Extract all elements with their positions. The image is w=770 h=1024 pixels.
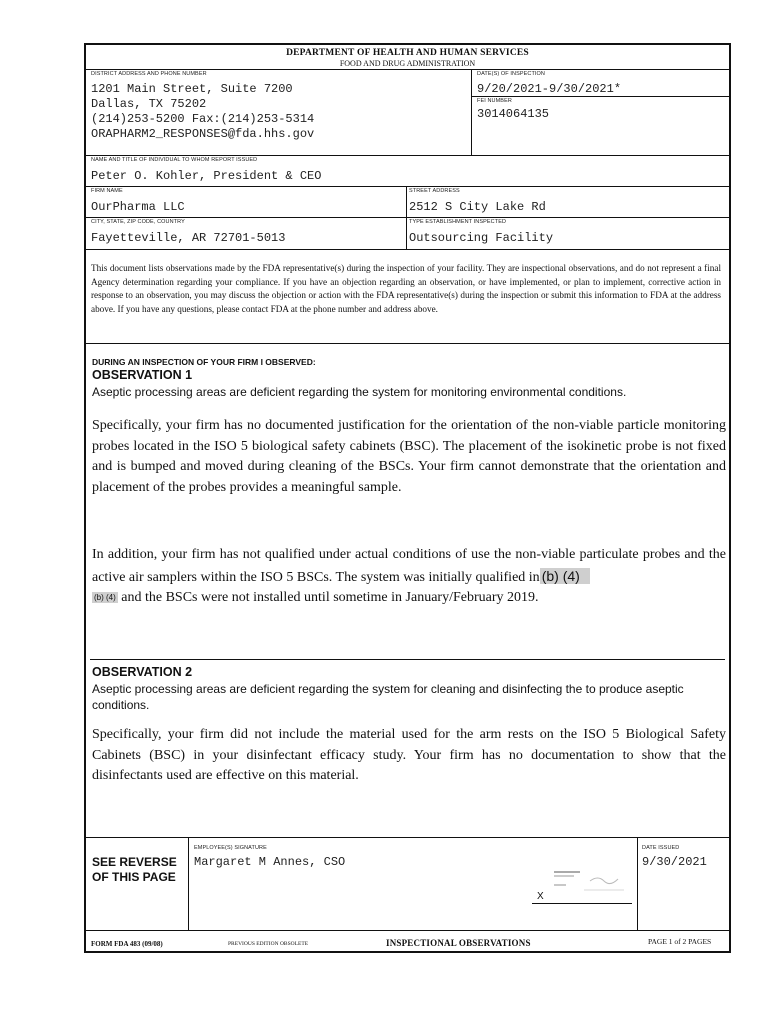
divider — [90, 659, 725, 660]
employee-name: Margaret M Annes, CSO — [194, 855, 346, 869]
fda-483-form — [84, 43, 731, 953]
city-label: CITY, STATE, ZIP CODE, COUNTRY — [91, 219, 185, 225]
divider — [86, 343, 729, 344]
divider — [86, 249, 729, 250]
divider — [86, 217, 729, 218]
digital-signature-stamp — [534, 867, 630, 899]
city-value: Fayetteville, AR 72701-5013 — [91, 231, 286, 245]
agency-heading: FOOD AND DRUG ADMINISTRATION — [339, 59, 476, 68]
divider — [471, 69, 472, 155]
inspection-dates-label: DATE(S) OF INSPECTION — [477, 71, 546, 77]
fei-label: FEI NUMBER — [477, 98, 512, 104]
firm-value: OurPharma LLC — [91, 200, 185, 214]
observation-1-paragraph: Specifically, your firm has no documented justification for the orientation of the non-viable particle monitoring probes located in the ISO 5 biological safety cabinets (BSC). The placement of the isokinetic probe is not fixed and is bumped and moved during cleaning of the BSCs. Your firm cannot demonstrate that the orientation and placement of the probes provides a meaningful sample. — [92, 418, 726, 495]
district-address-line: Dallas, TX 75202 — [91, 97, 207, 111]
observed-heading: DURING AN INSPECTION OF YOUR FIRM I OBSERVED: — [92, 357, 316, 367]
district-email: ORAPHARM2_RESPONSES@fda.hhs.gov — [91, 127, 315, 141]
recipient-value: Peter O. Kohler, President & CEO — [91, 169, 322, 183]
observation-1-summary: Aseptic processing areas are deficient regarding the system for monitoring environmental conditions. — [92, 385, 627, 399]
employee-signature-label: EMPLOYEE(S) SIGNATURE — [194, 845, 267, 851]
page-number: PAGE 1 of 2 PAGES — [648, 937, 712, 946]
observation-1-paragraph-2 — [92, 545, 726, 609]
divider — [86, 69, 729, 70]
divider — [86, 186, 729, 187]
divider — [188, 837, 189, 930]
divider — [637, 837, 638, 930]
street-value: 2512 S City Lake Rd — [409, 200, 546, 214]
fei-value: 3014064135 — [477, 107, 550, 121]
district-label: DISTRICT ADDRESS AND PHONE NUMBER — [91, 71, 207, 77]
redaction-box: (b) (4) — [540, 568, 590, 584]
observation-2-summary: Aseptic processing areas are deficient regarding the system for cleaning and disinfecting the to produce aseptic conditions. — [92, 682, 684, 712]
divider — [86, 930, 729, 931]
street-label: STREET ADDRESS — [409, 188, 460, 194]
form-title: INSPECTIONAL OBSERVATIONS — [386, 938, 531, 948]
signature-x-mark: X — [537, 891, 544, 902]
district-phone: (214)253-5200 Fax:(214)253-5314 — [91, 112, 315, 126]
inspection-notice: This document lists observations made by the FDA representative(s) during the inspection of your facility. They are inspectional observations, and do not represent a final Agency determination regarding your compliance. If you have an objection regarding an observation, or have implemented, or plan to implement, corrective action in response to an observation, you may discuss the objection or action with the FDA representative(s) during the inspection or submit this information to FDA at the address above. If you have any questions, please contact FDA at the phone number and address above. — [91, 263, 721, 314]
divider — [86, 155, 729, 156]
department-heading: DEPARTMENT OF HEALTH AND HUMAN SERVICES — [286, 48, 529, 58]
previous-edition-note: PREVIOUS EDITION OBSOLETE — [228, 941, 309, 947]
divider — [471, 96, 729, 97]
observation-1-text: In addition, your firm has not qualified under actual conditions of use the non-viable particulate probes and the active air samplers within the ISO 5 BSCs. The system was initially qualified in — [92, 547, 726, 585]
date-issued-value: 9/30/2021 — [642, 855, 707, 869]
recipient-label: NAME AND TITLE OF INDIVIDUAL TO WHOM REPORT ISSUED — [91, 157, 258, 163]
form-number: FORM FDA 483 (09/08) — [91, 940, 163, 948]
observation-2-paragraph: Specifically, your firm did not include the material used for the arm rests on the ISO 5 Biological Safety Cabinets (BSC) in your disinfectant efficacy study. Your firm has no documentation to show that the disinfectants used are effective on this material. — [92, 727, 726, 783]
establishment-value: Outsourcing Facility — [409, 231, 554, 245]
district-address-line: 1201 Main Street, Suite 7200 — [91, 82, 293, 96]
signature-line — [532, 903, 632, 904]
divider — [86, 837, 729, 838]
establishment-label: TYPE ESTABLISHMENT INSPECTED — [409, 219, 507, 225]
observation-1-title: OBSERVATION 1 — [92, 368, 193, 382]
see-reverse-note: SEE REVERSE OF THIS PAGE — [92, 855, 177, 884]
inspection-dates-value: 9/20/2021-9/30/2021* — [477, 82, 622, 96]
redaction-box: (b) (4) — [94, 593, 116, 602]
date-issued-label: DATE ISSUED — [642, 845, 680, 851]
observation-1-text: and the BSCs were not installed until sometime in January/February 2019. — [121, 590, 539, 605]
signature-scribble-icon — [534, 867, 630, 899]
firm-label: FIRM NAME — [91, 188, 123, 194]
observation-2-title: OBSERVATION 2 — [92, 665, 193, 679]
